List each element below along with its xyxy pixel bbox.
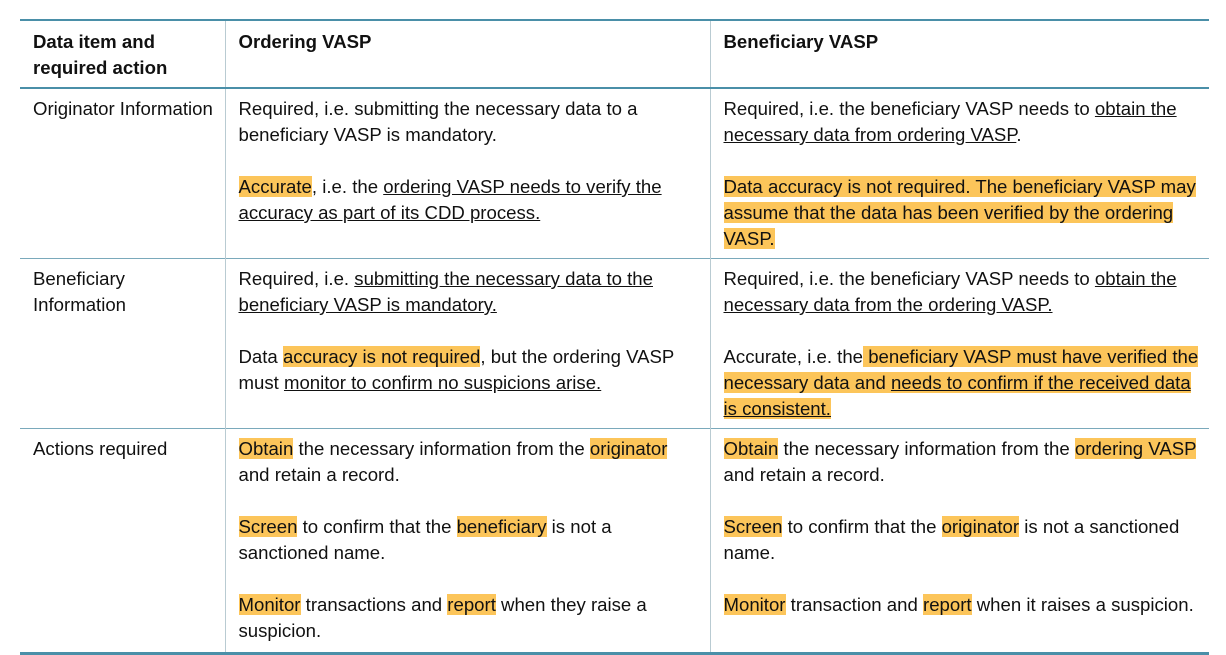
cell-paragraph [239, 436, 700, 488]
table-row [20, 429, 1209, 654]
text-run: is not a sanctioned name. [238, 516, 612, 563]
underlined-text: obtain the necessary data from ordering VASP [723, 98, 1177, 145]
text-run: and retain a record. [723, 464, 885, 485]
cell-paragraph [239, 96, 700, 148]
cell-paragraph [239, 266, 700, 318]
text-run: to confirm that the [297, 516, 457, 537]
beneficiary-cell [710, 429, 1209, 654]
text-run: the necessary information from the [293, 438, 590, 459]
cell-paragraph [724, 514, 1200, 566]
highlighted-text: Monitor [238, 594, 301, 615]
cell-paragraph [239, 514, 700, 566]
underlined-text: monitor to confirm no suspicions arise. [283, 372, 602, 393]
highlighted-text: Accurate [238, 176, 312, 197]
cell-paragraph [724, 96, 1200, 148]
cell-paragraph [239, 592, 700, 644]
ordering-cell [225, 259, 710, 429]
row-label: Originator Information [33, 98, 213, 119]
text-run: transactions and [300, 594, 448, 615]
highlighted-text: Screen [723, 516, 783, 537]
beneficiary-cell [710, 88, 1209, 259]
highlighted-text: Screen [238, 516, 298, 537]
text-run: Required, i.e. the beneficiary VASP needs to [723, 98, 1095, 119]
header-row [20, 20, 1209, 88]
highlighted-text: Data accuracy is not required. The beneficiary VASP may assume that the data has been verified by the ordering VASP. [723, 176, 1196, 249]
table-row [20, 88, 1209, 259]
text-run: the necessary information from the [778, 438, 1075, 459]
highlighted-text: originator [589, 438, 668, 459]
highlighted-text: report [447, 594, 496, 615]
row-label: Beneficiary Information [33, 268, 127, 315]
header-ordering-vasp: Ordering VASP [225, 20, 710, 88]
highlighted-text: needs to confirm if the received data is consistent. [723, 372, 1191, 419]
underlined-text: obtain the necessary data from the ordering VASP. [723, 268, 1177, 315]
highlighted-text: ordering VASP [1074, 438, 1197, 459]
text-run: Required, i.e. [238, 268, 355, 289]
header-beneficiary-vasp: Beneficiary VASP [710, 20, 1209, 88]
highlighted-text: Obtain [238, 438, 294, 459]
text-run: Required, i.e. submitting the necessary data to a beneficiary VASP is mandatory. [238, 98, 638, 145]
text-run: , i.e. the [311, 176, 384, 197]
underlined-text: submitting the necessary data to the beneficiary VASP is mandatory. [238, 268, 653, 315]
highlighted-text: accuracy is not required [282, 346, 481, 367]
text-run: and retain a record. [238, 464, 400, 485]
text-run: Required, i.e. the beneficiary VASP needs to [723, 268, 1095, 289]
cell-paragraph [724, 174, 1200, 252]
highlighted-text: beneficiary [456, 516, 547, 537]
highlighted-text: Obtain [723, 438, 779, 459]
beneficiary-cell [710, 259, 1209, 429]
ordering-cell [225, 429, 710, 654]
text-run: when it raises a suspicion. [971, 594, 1194, 615]
row-label: Actions required [33, 438, 168, 459]
highlighted-text: beneficiary VASP must have verified the necessary data and [723, 346, 1199, 393]
text-run: is not a sanctioned name. [723, 516, 1180, 563]
highlighted-text: originator [941, 516, 1020, 537]
table-row [20, 259, 1209, 429]
text-run: transaction and [785, 594, 923, 615]
header-data-item: Data item and required action [33, 31, 168, 78]
highlighted-text: Monitor [723, 594, 786, 615]
underlined-text: ordering VASP needs to verify the accuracy as part of its CDD process. [238, 176, 662, 223]
text-run: when they raise a suspicion. [238, 594, 647, 641]
cell-paragraph [724, 266, 1200, 318]
cell-paragraph [724, 592, 1200, 618]
cell-paragraph [239, 174, 700, 226]
text-run: to confirm that the [782, 516, 942, 537]
cell-paragraph [724, 344, 1200, 422]
cell-paragraph [239, 344, 700, 396]
cell-paragraph [724, 436, 1200, 488]
vasp-requirements-table [20, 19, 1209, 655]
ordering-cell [225, 88, 710, 259]
text-run: . [1016, 124, 1022, 145]
text-run: Data [238, 346, 283, 367]
highlighted-text: report [923, 594, 972, 615]
text-run: Accurate, i.e. the [723, 346, 864, 367]
text-run: , but the ordering VASP must [238, 346, 674, 393]
